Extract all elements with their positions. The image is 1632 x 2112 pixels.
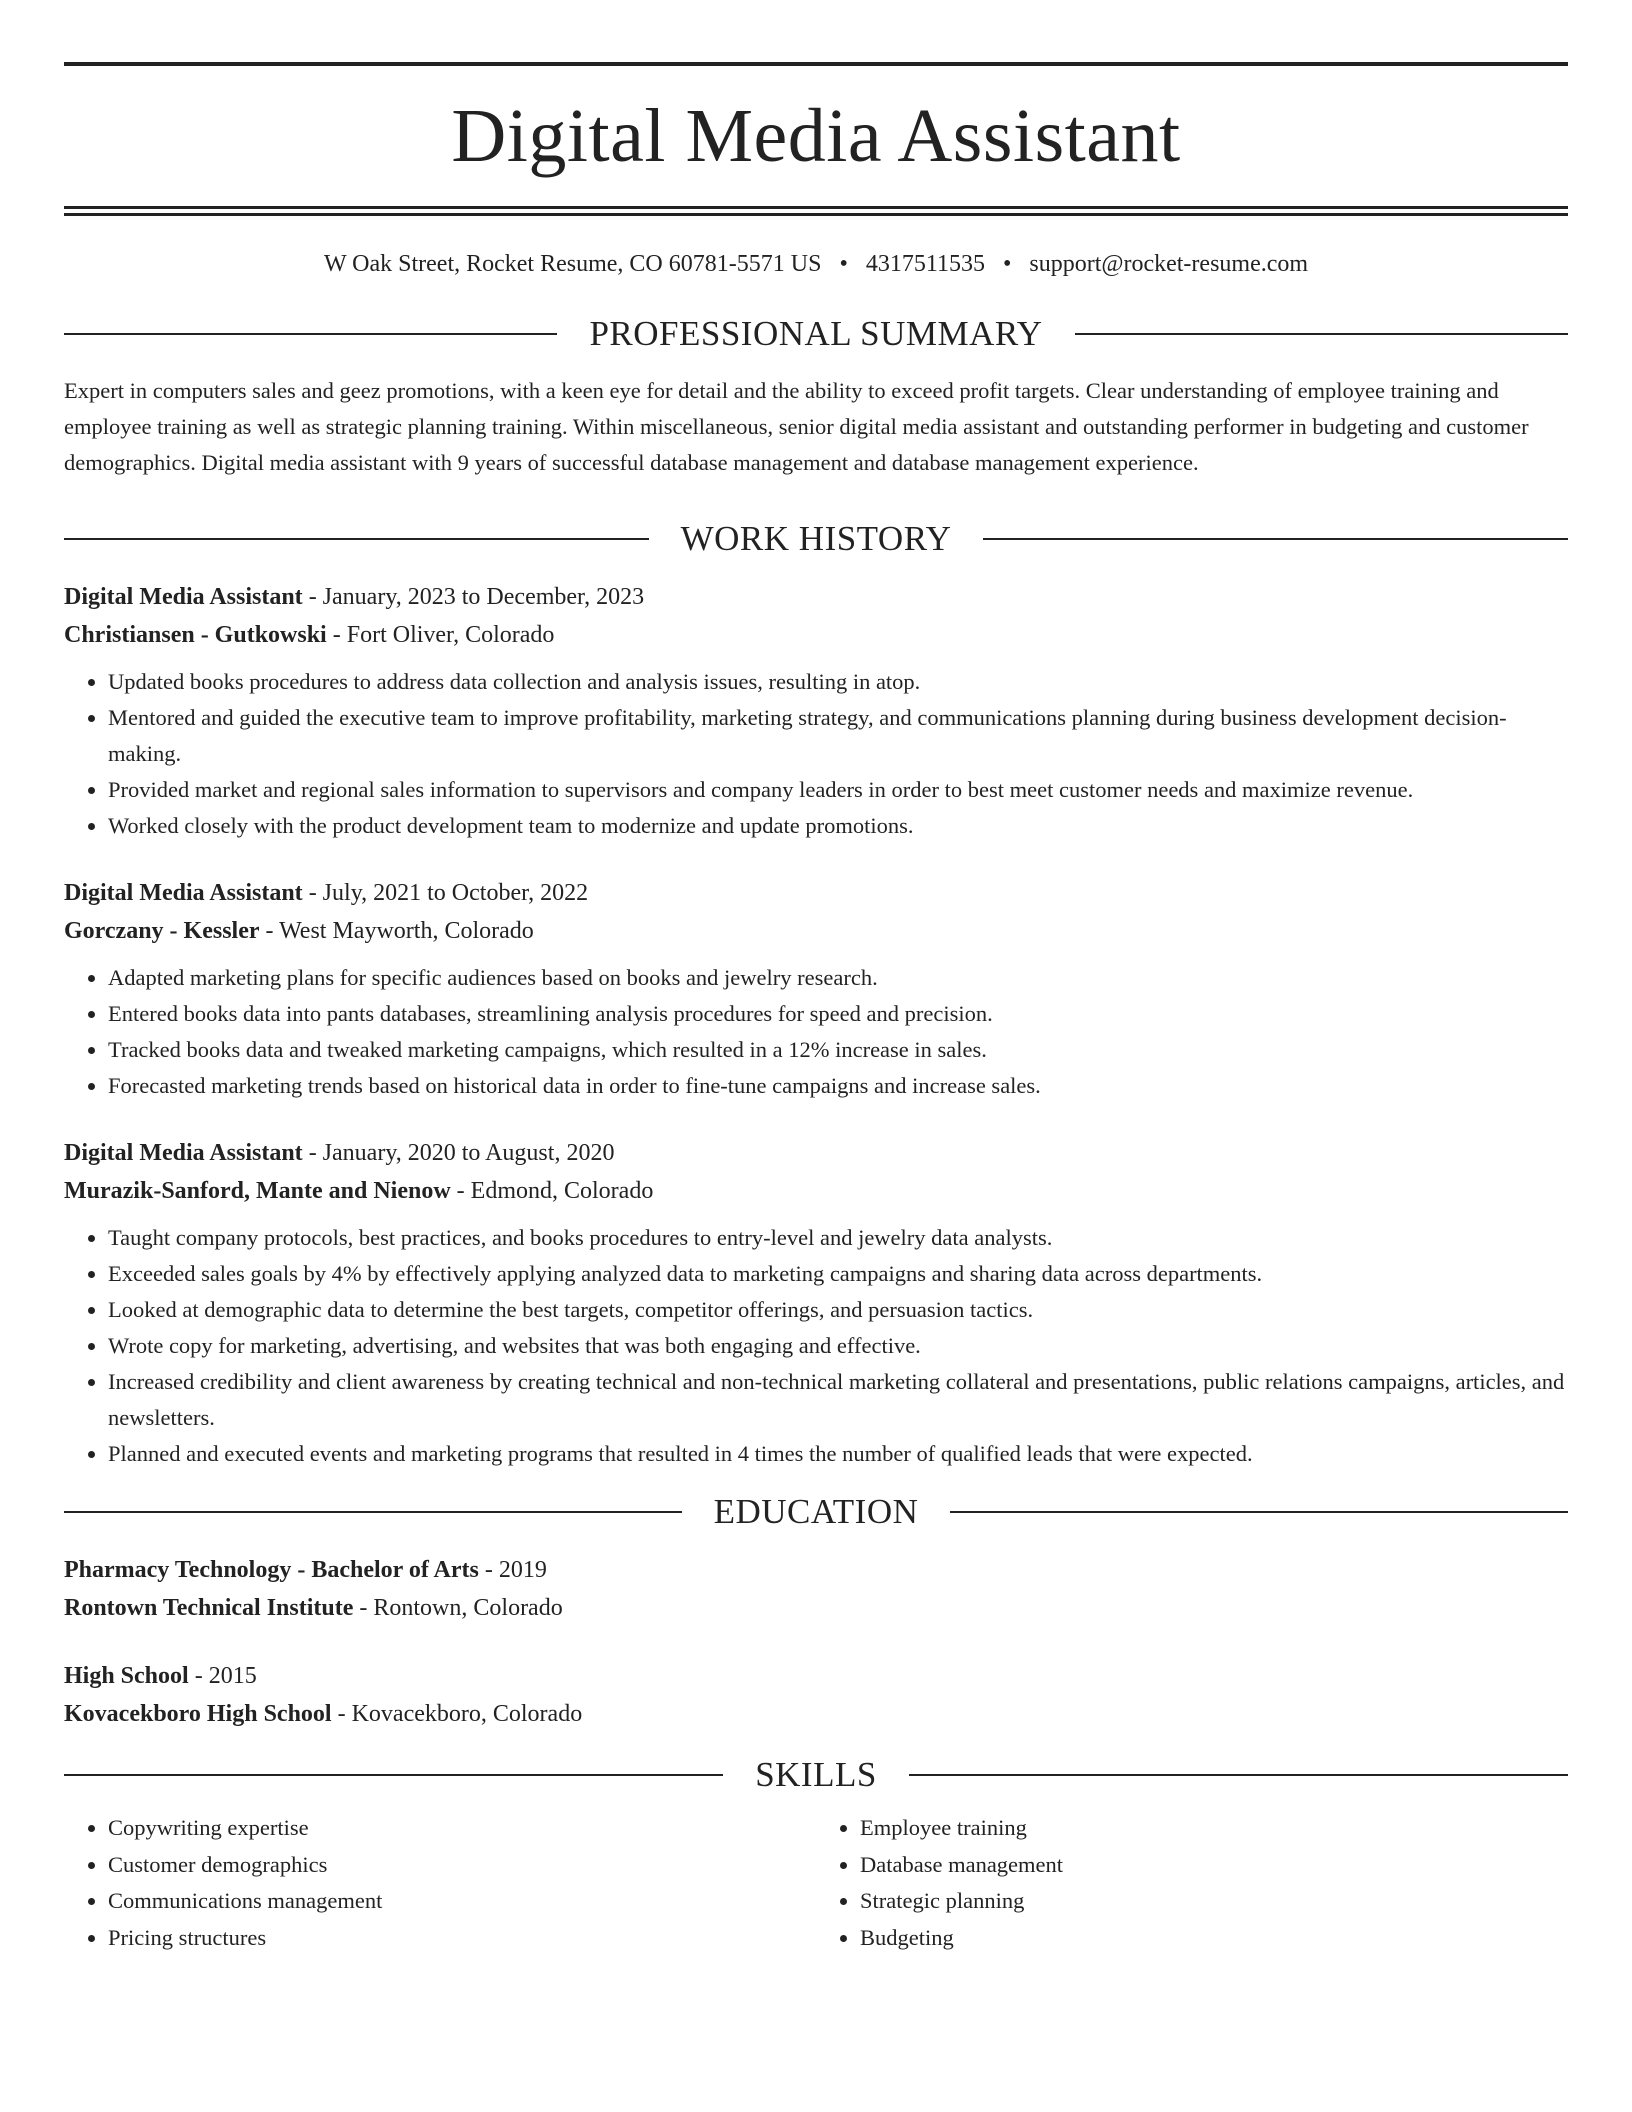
section-header-education xyxy=(64,1494,1568,1529)
contact-separator: • xyxy=(839,251,848,277)
contact-separator: • xyxy=(1002,251,1012,277)
job-duties xyxy=(64,1220,1568,1472)
degree-line xyxy=(64,1551,1568,1589)
section-title: PROFESSIONAL SUMMARY xyxy=(589,314,1043,353)
school-name: Rontown Technical Institute xyxy=(64,1595,354,1621)
skill-item: • Strategic planning xyxy=(860,1883,1568,1920)
job-heading xyxy=(64,578,1568,616)
top-rule xyxy=(64,62,1568,66)
job-location: - Edmond, Colorado xyxy=(450,1178,654,1204)
duty-item: • Looked at demographic data to determine the best targets, competitor offerings, and persuasion tactics. xyxy=(108,1292,1568,1328)
section-rule xyxy=(1075,333,1568,335)
duty-item: • Provided market and regional sales information to supervisors and company leaders in order to best meet customer needs and maximize revenue. xyxy=(108,772,1568,808)
graduation-year: - 2015 xyxy=(188,1663,257,1689)
degree-line xyxy=(64,1657,1568,1695)
school-location: - Rontown, Colorado xyxy=(353,1595,563,1621)
job-employer xyxy=(64,1172,1568,1210)
job-title: Digital Media Assistant xyxy=(64,1140,303,1166)
duty-item: • Tracked books data and tweaked marketing campaigns, which resulted in a 12% increase in sales. xyxy=(108,1032,1568,1068)
job-employer xyxy=(64,912,1568,950)
company-name: Murazik-Sanford, Mante and Nienow xyxy=(64,1178,451,1204)
duty-item: • Increased credibility and client awareness by creating technical and non-technical marketing collateral and presentations, public relations campaigns, articles, and newsletters. xyxy=(108,1364,1568,1436)
job-dates: - January, 2020 to August, 2020 xyxy=(302,1140,615,1166)
section-rule xyxy=(950,1511,1568,1513)
job-dates: - January, 2023 to December, 2023 xyxy=(302,584,645,610)
duty-item: • Mentored and guided the executive team to improve profitability, marketing strategy, and communications planning during business development decision-making. xyxy=(108,700,1568,772)
job-duties xyxy=(64,664,1568,844)
resume-title: Digital Media Assistant xyxy=(451,94,1181,178)
skills-list xyxy=(64,1810,1568,1956)
section-header-summary xyxy=(64,316,1568,351)
degree-name: Pharmacy Technology - Bachelor of Arts xyxy=(64,1557,479,1583)
section-rule xyxy=(64,538,649,540)
duty-item: • Entered books data into pants databases, streamlining analysis procedures for speed and precision. xyxy=(108,996,1568,1032)
section-title: SKILLS xyxy=(755,1755,877,1794)
contact-email: support@rocket-resume.com xyxy=(1029,251,1309,277)
school-location: - Kovacekboro, Colorado xyxy=(331,1701,583,1727)
skill-item: • Employee training xyxy=(860,1810,1568,1847)
skills-column-left xyxy=(64,1810,816,1956)
section-title: EDUCATION xyxy=(713,1492,919,1531)
school-line xyxy=(64,1695,1568,1733)
duty-item: • Updated books procedures to address data collection and analysis issues, resulting in atop. xyxy=(108,664,1568,700)
duty-item: • Planned and executed events and marketing programs that resulted in 4 times the number of qualified leads that were expected. xyxy=(108,1436,1568,1472)
contact-address: W Oak Street, Rocket Resume, CO 60781-5571 US xyxy=(323,251,822,277)
company-name: Christiansen - Gutkowski xyxy=(64,622,327,648)
section-header-skills xyxy=(64,1757,1568,1792)
skill-item: • Communications management xyxy=(108,1883,816,1920)
duty-item: • Worked closely with the product development team to modernize and update promotions. xyxy=(108,808,1568,844)
skill-item: • Budgeting xyxy=(860,1920,1568,1957)
school-name: Kovacekboro High School xyxy=(64,1701,332,1727)
job-heading xyxy=(64,1134,1568,1172)
job-entry xyxy=(64,1134,1568,1472)
contact-phone: 4317511535 xyxy=(865,251,985,277)
skill-item: • Customer demographics xyxy=(108,1847,816,1884)
skill-item: • Copywriting expertise xyxy=(108,1810,816,1847)
skills-column-right xyxy=(816,1810,1568,1956)
section-title: WORK HISTORY xyxy=(680,519,952,558)
degree-name: High School xyxy=(64,1663,189,1689)
section-rule xyxy=(983,538,1568,540)
education-entry xyxy=(64,1551,1568,1627)
job-duties xyxy=(64,960,1568,1104)
duty-item: • Taught company protocols, best practices, and books procedures to entry-level and jewelry data analysts. xyxy=(108,1220,1568,1256)
section-rule xyxy=(64,1774,723,1776)
job-dates: - July, 2021 to October, 2022 xyxy=(302,880,589,906)
summary-paragraph: Expert in computers sales and geez promotions, with a keen eye for detail and the ability to exceed profit targets. Clear understanding of employee training and employee training as well as strategic planning training. Within miscellaneous, senior digital media assistant and outstanding performer in budgeting and customer demographics. Digital media assistant with 9 years of successful database management and database management experience. xyxy=(64,378,1529,475)
job-heading xyxy=(64,874,1568,912)
job-title: Digital Media Assistant xyxy=(64,584,303,610)
duty-item: • Adapted marketing plans for specific audiences based on books and jewelry research. xyxy=(108,960,1568,996)
skill-item: • Database management xyxy=(860,1847,1568,1884)
job-entry xyxy=(64,874,1568,1104)
duty-item: • Exceeded sales goals by 4% by effectively applying analyzed data to marketing campaigns and sharing data across departments. xyxy=(108,1256,1568,1292)
section-header-work xyxy=(64,521,1568,556)
school-line xyxy=(64,1589,1568,1627)
skill-item: • Pricing structures xyxy=(108,1920,816,1957)
section-rule xyxy=(64,333,557,335)
section-rule xyxy=(64,1511,682,1513)
section-rule xyxy=(909,1774,1568,1776)
education-entry xyxy=(64,1657,1568,1733)
contact-line xyxy=(64,252,1568,276)
job-location: - Fort Oliver, Colorado xyxy=(326,622,555,648)
duty-item: • Wrote copy for marketing, advertising, and websites that was both engaging and effective. xyxy=(108,1328,1568,1364)
duty-item: • Forecasted marketing trends based on historical data in order to fine-tune campaigns and increase sales. xyxy=(108,1068,1568,1104)
company-name: Gorczany - Kessler xyxy=(64,918,260,944)
job-employer xyxy=(64,616,1568,654)
job-location: - West Mayworth, Colorado xyxy=(259,918,534,944)
job-title: Digital Media Assistant xyxy=(64,880,303,906)
job-entry xyxy=(64,578,1568,844)
graduation-year: - 2019 xyxy=(478,1557,547,1583)
resume-page xyxy=(64,62,1568,1956)
title-double-rule xyxy=(64,206,1568,216)
